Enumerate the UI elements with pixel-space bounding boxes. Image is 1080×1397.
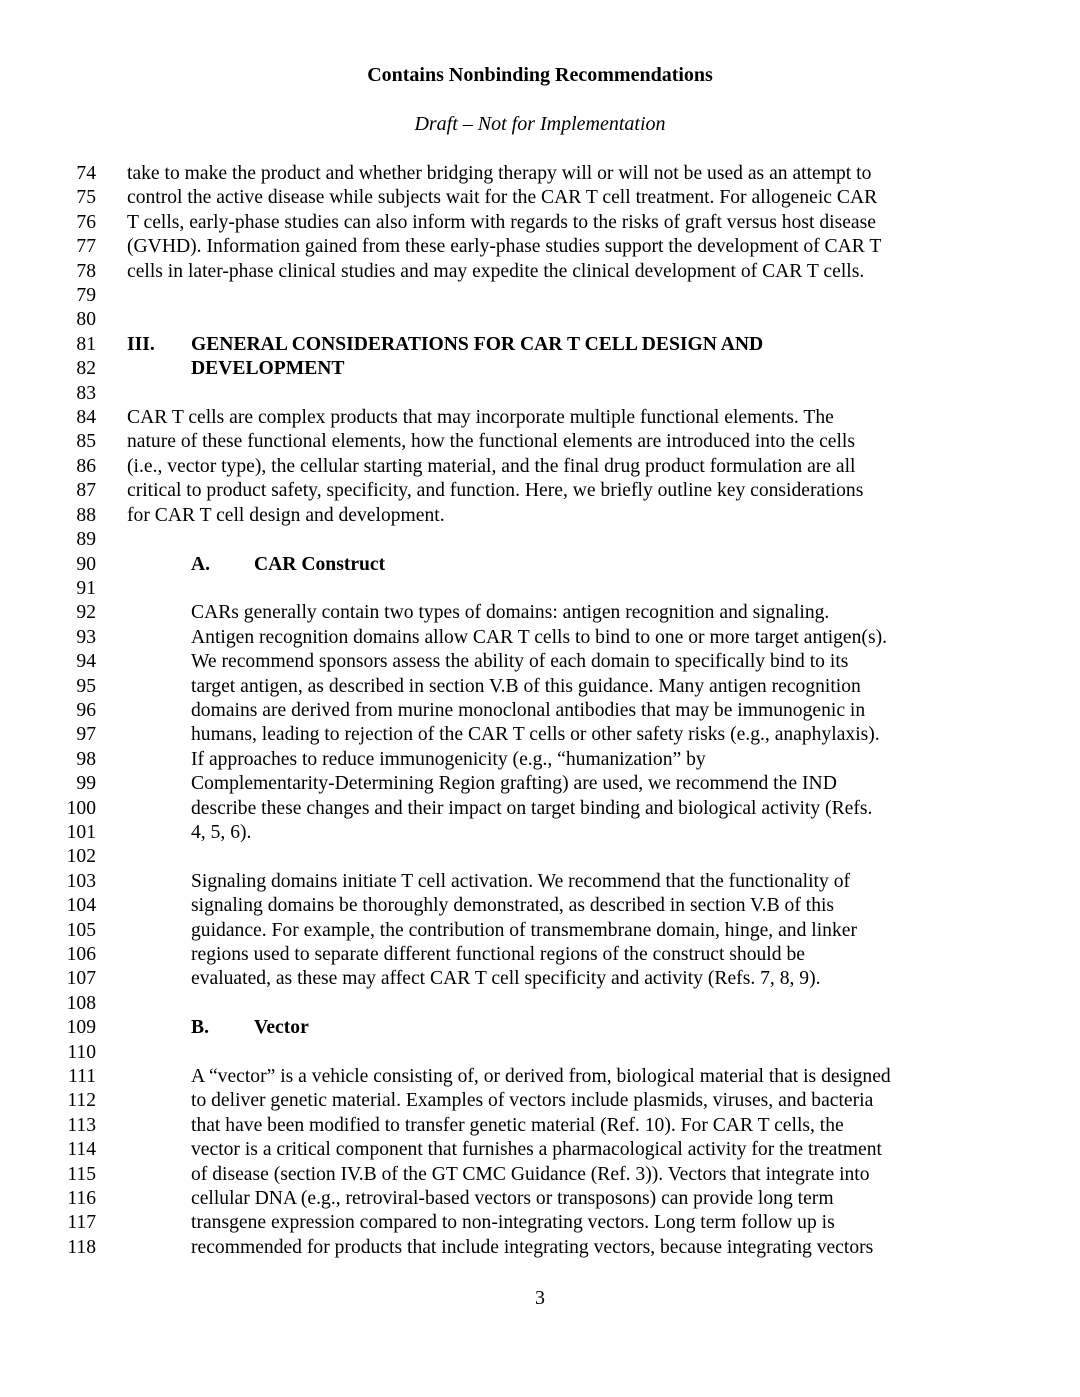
line-number: 99 <box>76 773 96 795</box>
document-line <box>0 382 1080 406</box>
document-body <box>0 162 1080 1260</box>
page-number: 3 <box>535 1287 545 1309</box>
header-title: Contains Nonbinding Recommendations <box>367 64 713 86</box>
line-number: 104 <box>66 895 96 917</box>
line-text: critical to product safety, specificity, and function. Here, we briefly outline key considerations <box>127 480 864 502</box>
document-line <box>0 162 1080 186</box>
line-number: 81 <box>76 333 96 355</box>
line-number: 83 <box>76 382 96 404</box>
document-line <box>0 772 1080 796</box>
document-line <box>0 211 1080 235</box>
line-number: 87 <box>76 480 96 502</box>
line-number: 75 <box>76 187 96 209</box>
line-text: guidance. For example, the contribution of transmembrane domain, hinge, and linker <box>191 919 857 941</box>
line-number: 86 <box>76 455 96 477</box>
line-text: CARs generally contain two types of domains: antigen recognition and signaling. <box>191 602 830 624</box>
document-line <box>0 919 1080 943</box>
document-line <box>0 797 1080 821</box>
line-number: 74 <box>76 163 96 184</box>
line-text: control the active disease while subjects wait for the CAR T cell treatment. For allogeneic CAR <box>127 187 878 209</box>
line-text: cells in later-phase clinical studies and may expedite the clinical development of CAR T cells. <box>127 260 865 282</box>
subsection-number: B. <box>191 1017 209 1039</box>
line-number: 110 <box>67 1041 96 1063</box>
line-number: 100 <box>66 797 96 819</box>
line-number: 113 <box>67 1114 96 1136</box>
document-line <box>0 894 1080 918</box>
line-number: 106 <box>66 944 96 965</box>
line-number: 107 <box>66 968 96 990</box>
document-line <box>0 650 1080 674</box>
line-text: to deliver genetic material. Examples of vectors include plasmids, viruses, and bacteria <box>191 1090 874 1112</box>
document-line <box>0 699 1080 723</box>
document-line <box>0 284 1080 308</box>
line-text: that have been modified to transfer genetic material (Ref. 10). For CAR T cells, the <box>191 1114 844 1136</box>
line-number: 80 <box>76 309 96 331</box>
line-text: transgene expression compared to non-integrating vectors. Long term follow up is <box>191 1212 835 1234</box>
document-line <box>0 455 1080 479</box>
line-text: 4, 5, 6). <box>191 821 252 843</box>
line-number: 105 <box>66 919 96 941</box>
line-text: domains are derived from murine monoclonal antibodies that may be immunogenic in <box>191 699 866 721</box>
line-text: If approaches to reduce immunogenicity (e.g., “humanization” by <box>191 748 706 770</box>
line-number: 88 <box>76 504 96 526</box>
line-number: 109 <box>66 1017 96 1039</box>
document-line <box>0 1187 1080 1211</box>
line-number: 108 <box>66 992 96 1014</box>
line-text: signaling domains be thoroughly demonstrated, as described in section V.B of this <box>191 895 835 917</box>
document-line <box>0 626 1080 650</box>
line-number: 94 <box>76 651 96 673</box>
line-text: We recommend sponsors assess the ability of each domain to specifically bind to its <box>191 651 849 673</box>
line-number: 102 <box>66 846 96 868</box>
line-text: describe these changes and their impact on target binding and biological activity (Refs. <box>191 797 873 819</box>
line-number: 112 <box>67 1090 96 1112</box>
document-line <box>0 1114 1080 1138</box>
line-text: take to make the product and whether bridging therapy will or will not be used as an attempt to <box>127 163 872 184</box>
line-text: regions used to separate different functional regions of the construct should be <box>191 944 805 965</box>
line-number: 97 <box>76 724 96 746</box>
line-number: 79 <box>76 285 96 307</box>
line-number: 90 <box>76 553 96 575</box>
section-number: III. <box>127 333 155 355</box>
section-title: GENERAL CONSIDERATIONS FOR CAR T CELL DESIGN AND <box>191 333 764 355</box>
line-number: 111 <box>68 1066 96 1088</box>
document-line <box>0 528 1080 552</box>
line-text: target antigen, as described in section V.B of this guidance. Many antigen recognition <box>191 675 861 697</box>
line-text: for CAR T cell design and development. <box>127 504 445 526</box>
document-line <box>0 577 1080 601</box>
line-number: 114 <box>67 1139 96 1161</box>
subsection-heading-line <box>0 1016 1080 1040</box>
line-text: evaluated, as these may affect CAR T cell specificity and activity (Refs. 7, 8, 9). <box>191 968 821 990</box>
line-text: Signaling domains initiate T cell activation. We recommend that the functionality of <box>191 870 851 892</box>
document-line <box>0 260 1080 284</box>
line-number: 103 <box>66 870 96 892</box>
line-text: A “vector” is a vehicle consisting of, or derived from, biological material that is designed <box>191 1066 891 1088</box>
line-text: nature of these functional elements, how the functional elements are introduced into the cells <box>127 431 855 453</box>
section-heading-line <box>0 357 1080 381</box>
document-line <box>0 186 1080 210</box>
document-line <box>0 406 1080 430</box>
document-line <box>0 235 1080 259</box>
line-number: 89 <box>76 529 96 551</box>
line-number: 118 <box>67 1236 96 1258</box>
line-text: recommended for products that include integrating vectors, because integrating vectors <box>191 1236 874 1258</box>
line-number: 85 <box>76 431 96 453</box>
line-number: 84 <box>76 407 96 429</box>
line-text: CAR T cells are complex products that may incorporate multiple functional elements. The <box>127 407 834 429</box>
line-text: (GVHD). Information gained from these early-phase studies support the development of CAR T <box>127 236 882 258</box>
subsection-title: Vector <box>254 1017 309 1039</box>
subsection-title: CAR Construct <box>254 553 386 575</box>
document-line <box>0 992 1080 1016</box>
document-line <box>0 479 1080 503</box>
line-number: 96 <box>76 699 96 721</box>
document-line <box>0 1211 1080 1235</box>
section-title: DEVELOPMENT <box>191 358 345 380</box>
line-number: 78 <box>76 260 96 282</box>
document-line <box>0 1138 1080 1162</box>
document-line <box>0 845 1080 869</box>
document-line <box>0 430 1080 454</box>
line-number: 92 <box>76 602 96 624</box>
line-number: 93 <box>76 626 96 648</box>
document-line <box>0 601 1080 625</box>
document-line <box>0 504 1080 528</box>
line-text: vector is a critical component that furnishes a pharmacological activity for the treatment <box>191 1139 882 1161</box>
line-number: 101 <box>66 821 96 843</box>
document-line <box>0 967 1080 991</box>
document-line <box>0 1065 1080 1089</box>
subsection-number: A. <box>191 553 211 575</box>
line-number: 77 <box>76 236 96 258</box>
line-text: humans, leading to rejection of the CAR T cells or other safety risks (e.g., anaphylaxis). <box>191 724 880 746</box>
document-line <box>0 723 1080 747</box>
document-line <box>0 870 1080 894</box>
document-line <box>0 1236 1080 1260</box>
line-number: 117 <box>67 1212 96 1234</box>
document-line <box>0 1041 1080 1065</box>
section-heading-line <box>0 333 1080 357</box>
line-number: 98 <box>76 748 96 770</box>
line-text: Antigen recognition domains allow CAR T cells to bind to one or more target antigen(s). <box>191 626 887 648</box>
header-subtitle: Draft – Not for Implementation <box>414 113 666 135</box>
document-line <box>0 748 1080 772</box>
line-number: 91 <box>76 577 96 599</box>
line-number: 95 <box>76 675 96 697</box>
line-text: T cells, early-phase studies can also inform with regards to the risks of graft versus host disease <box>127 211 876 233</box>
line-text: (i.e., vector type), the cellular starting material, and the final drug product formulation are all <box>127 455 856 477</box>
document-line <box>0 1163 1080 1187</box>
document-line <box>0 308 1080 332</box>
subsection-heading-line <box>0 553 1080 577</box>
line-number: 82 <box>76 358 96 380</box>
line-number: 115 <box>67 1163 96 1185</box>
line-number: 76 <box>76 211 96 233</box>
line-number: 116 <box>67 1188 96 1210</box>
document-line <box>0 675 1080 699</box>
line-text: Complementarity-Determining Region grafting) are used, we recommend the IND <box>191 773 837 795</box>
document-line <box>0 1089 1080 1113</box>
document-line <box>0 821 1080 845</box>
line-text: cellular DNA (e.g., retroviral-based vectors or transposons) can provide long term <box>191 1188 834 1210</box>
line-text: of disease (section IV.B of the GT CMC Guidance (Ref. 3)). Vectors that integrate into <box>191 1163 870 1185</box>
document-line <box>0 943 1080 967</box>
